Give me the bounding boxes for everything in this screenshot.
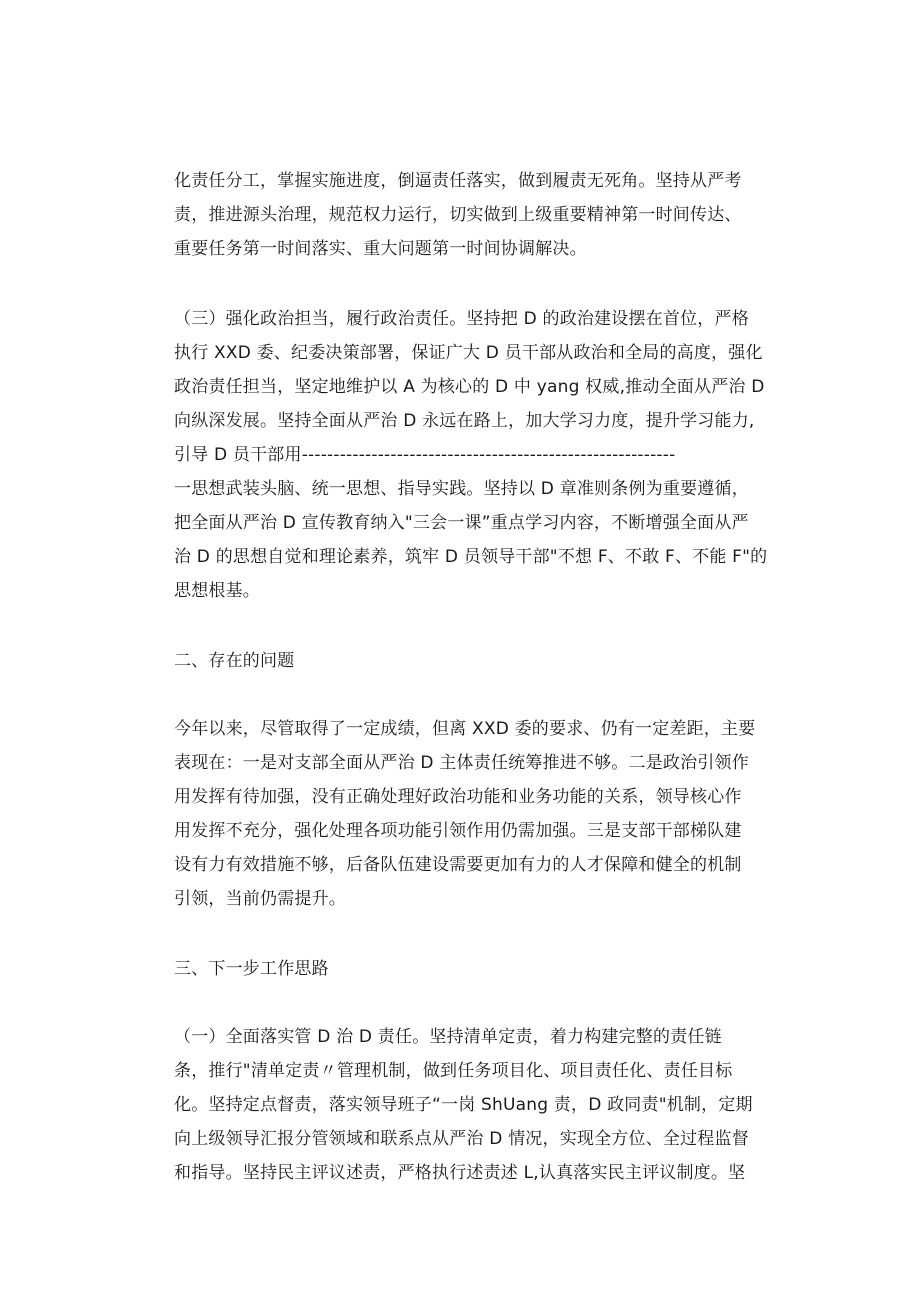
text-line: 条，推行"清单定责〃管理机制，做到任务项目化、项目责任化、责任目标	[174, 1061, 733, 1081]
text-line: 向纵深发展。坚持全面从严治 D 永远在路上，加大学习力度，提升学习能力,	[174, 411, 755, 431]
text-line: 引领，当前仍需提升。	[174, 889, 346, 909]
text-line: 治 D 的思想自觉和理论素养，筑牢 D 员领导干部"不想 F、不敢 F、不能 F"的	[174, 547, 768, 567]
text-line: 设有力有效措施不够，后备队伍建设需要更加有力的人才保障和健全的机制	[174, 855, 742, 875]
text-line: 今年以来，尽管取得了一定成绩，但离 XXD 委的要求、仍有一定差距，主要	[174, 719, 756, 739]
section-heading: 三、下一步工作思路	[174, 959, 329, 979]
text-line: 责，推进源头治理，规范权力运行，切实做到上级重要精神第一时间传达、	[174, 205, 742, 225]
section-heading: 二、存在的问题	[174, 651, 295, 671]
text-line: 化责任分工，掌握实施进度，倒逼责任落实，做到履责无死角。坚持从严考	[174, 171, 742, 191]
text-line: 一思想武装头脑、统一思想、指导实践。坚持以 D 章准则条例为重要遵循，	[174, 479, 749, 499]
text-line: 用发挥有待加强，没有正确处理好政治功能和业务功能的关系，领导核心作	[174, 787, 742, 807]
text-line: 执行 XXD 委、纪委决策部署，保证广大 D 员干部从政治和全局的高度，强化	[174, 343, 763, 363]
text-line: 向上级领导汇报分管领域和联系点从严治 D 情况，实现全方位、全过程监督	[174, 1129, 749, 1149]
text-line: 政治责任担当，坚定地维护以 A 为核心的 D 中 yang 权威,推动全面从严治 D	[174, 377, 765, 397]
text-line: 思想根基。	[174, 581, 260, 601]
text-line: 表现在：一是对支部全面从严治 D 主体责任统筹推进不够。二是政治引领作	[174, 753, 749, 773]
text-line: 重要任务第一时间落实、重大问题第一时间协调解决。	[174, 239, 587, 259]
text-line: 引导 D 员干部用-----------------------------------------------------------	[174, 445, 676, 465]
text-line: （三）强化政治担当，履行政治责任。坚持把 D 的政治建设摆在首位，严格	[174, 309, 749, 329]
text-line: 用发挥不充分，强化处理各项功能引领作用仍需加强。三是支部干部梯队建	[174, 821, 742, 841]
text-line: （一）全面落实管 D 治 D 责任。坚持清单定责，着力构建完整的责任链	[174, 1027, 722, 1047]
text-line: 把全面从严治 D 宣传教育纳入"三会一课”重点学习内容，不断增强全面从严	[174, 513, 749, 533]
text-line: 化。坚持定点督责，落实领导班子“一岗 ShUang 责，D 政同责"机制，定期	[174, 1095, 753, 1115]
text-line: 和指导。坚持民主评议述责，严格执行述责述 L,认真落实民主评议制度。坚	[174, 1163, 746, 1183]
